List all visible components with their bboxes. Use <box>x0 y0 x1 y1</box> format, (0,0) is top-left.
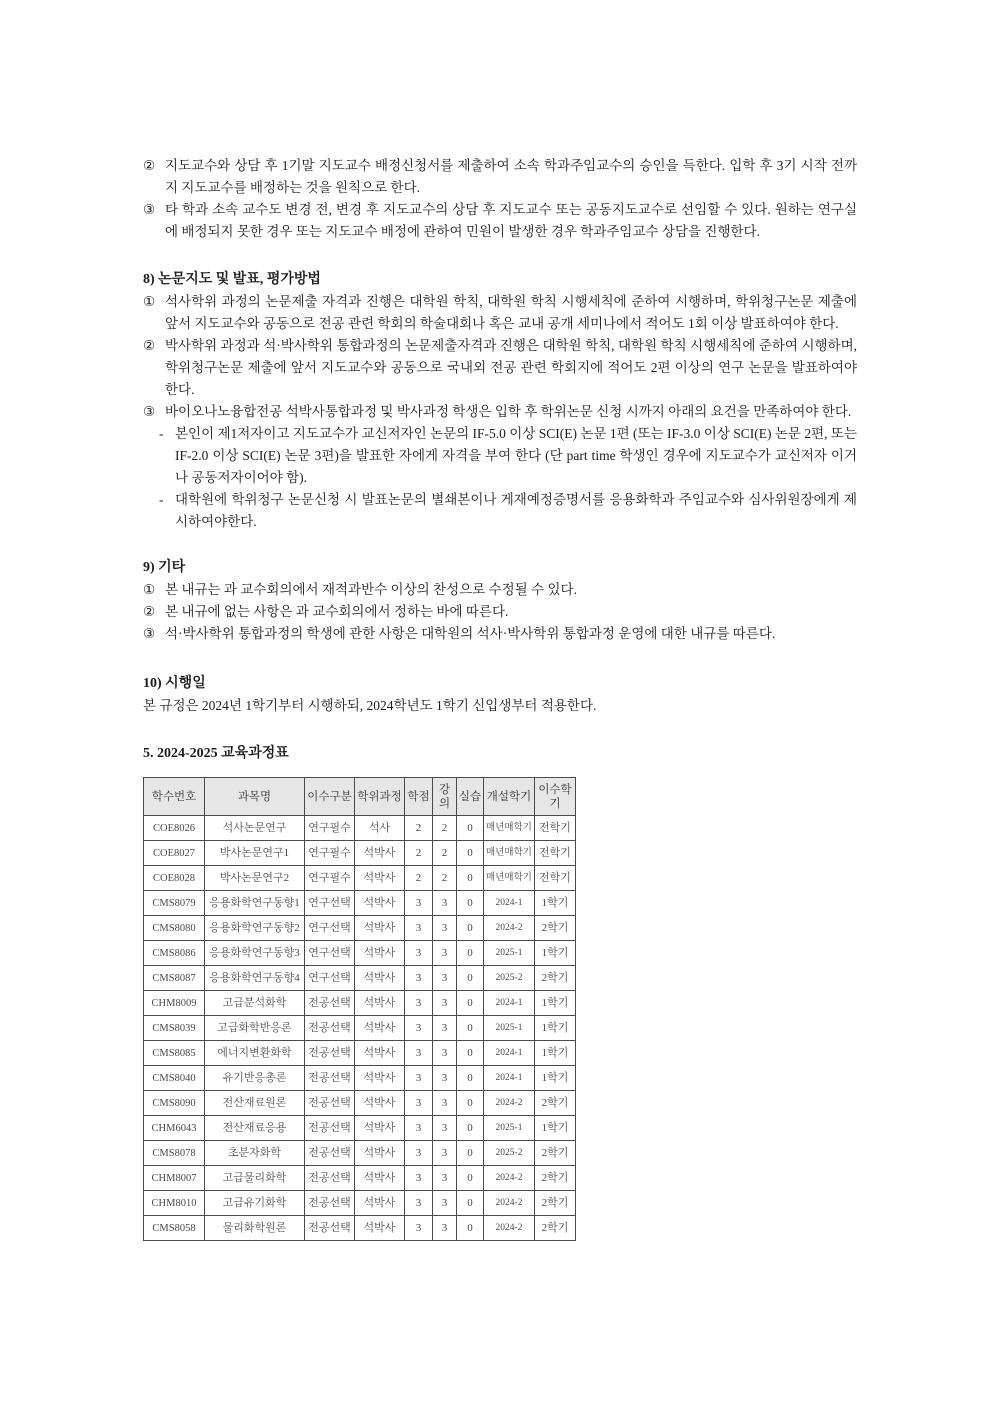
table-cell: 2학기 <box>535 1216 576 1241</box>
table-cell: 0 <box>457 966 484 991</box>
table-cell: 2024-2 <box>484 1091 535 1116</box>
section-9-title: 9) 기타 <box>143 560 186 575</box>
column-header: 실습 <box>457 778 484 816</box>
table-cell: 응용화학연구동향3 <box>205 941 305 966</box>
table-cell: 전공선택 <box>305 1066 355 1091</box>
item-text: 석사학위 과정의 논문제출 자격과 진행은 대학원 학칙, 대학원 학칙 시행세칙에 준하여 시행하며, 학위청구논문 제출에 앞서 지도교수와 공동으로 전공 관련 학회의 학술대회나 혹은 교내 공개 세미나에서 적어도 1회 이상 발표하여야 한다. <box>165 294 857 331</box>
table-cell: 2024-1 <box>484 1066 535 1091</box>
section-10-paragraph: 본 규정은 2024년 1학기부터 시행하되, 2024학년도 1학기 신입생부터 적용한다. <box>143 698 597 713</box>
table-cell: COE8027 <box>144 841 205 866</box>
table-cell: 석사논문연구 <box>205 816 305 841</box>
item-text: 본인이 제1저자이고 지도교수가 교신저자인 논문의 IF-5.0 이상 SCI(E) 논문 1편 (또는 IF-3.0 이상 SCI(E) 논문 2편, 또는 IF-2.0 이상 SCI(E) 논문 3편)을 발표한 자에게 자격을 부여 한다 (단 part time 학생인 경우에 지도교수가 교신저자 이거나 공동저자이어야 함). <box>175 426 857 485</box>
column-header: 강의 <box>433 778 457 816</box>
table-cell: 1학기 <box>535 941 576 966</box>
table-cell: 2학기 <box>535 1166 576 1191</box>
curriculum-table-title: 5. 2024-2025 교육과정표 <box>143 746 289 761</box>
dash-marker: - <box>159 492 164 507</box>
table-cell: 석박사 <box>355 866 405 891</box>
table-cell: 2024-2 <box>484 916 535 941</box>
table-cell: 3 <box>433 1066 457 1091</box>
table-cell: 2 <box>405 841 433 866</box>
table-cell: CHM8007 <box>144 1166 205 1191</box>
table-cell: 고급분석화학 <box>205 991 305 1016</box>
table-cell: 2025-2 <box>484 966 535 991</box>
table-cell: 2 <box>405 866 433 891</box>
course-table-body <box>144 816 576 1241</box>
table-cell: 3 <box>405 1141 433 1166</box>
table-cell: 3 <box>405 941 433 966</box>
table-cell: 2024-2 <box>484 1166 535 1191</box>
table-cell: 3 <box>405 1216 433 1241</box>
table-cell: 박사논문연구1 <box>205 841 305 866</box>
table-cell: 초분자화학 <box>205 1141 305 1166</box>
table-cell: 2학기 <box>535 966 576 991</box>
table-cell: 3 <box>405 1191 433 1216</box>
table-row <box>144 966 576 991</box>
section-9-item-3 <box>143 623 857 645</box>
column-header: 개설학기 <box>484 778 535 816</box>
table-cell: 전공선택 <box>305 1116 355 1141</box>
table-cell: 0 <box>457 1116 484 1141</box>
table-cell: 석박사 <box>355 1016 405 1041</box>
table-cell: 물리화학원론 <box>205 1216 305 1241</box>
table-cell: 연구선택 <box>305 966 355 991</box>
table-cell: 석박사 <box>355 1141 405 1166</box>
table-cell: 0 <box>457 1166 484 1191</box>
table-row <box>144 1166 576 1191</box>
table-cell: 1학기 <box>535 891 576 916</box>
table-cell: 연구선택 <box>305 891 355 916</box>
item-text: 본 내규에 없는 사항은 과 교수회의에서 정하는 바에 따른다. <box>165 604 509 619</box>
table-cell: 2024-1 <box>484 891 535 916</box>
header-row <box>144 778 576 816</box>
column-header: 학수번호 <box>144 778 205 816</box>
table-cell: 3 <box>433 1016 457 1041</box>
table-cell: 3 <box>405 1166 433 1191</box>
table-cell: 석사 <box>355 816 405 841</box>
table-cell: 석박사 <box>355 1041 405 1066</box>
table-cell: 전공선택 <box>305 1141 355 1166</box>
table-cell: 석박사 <box>355 1091 405 1116</box>
table-cell: 0 <box>457 1041 484 1066</box>
table-cell: CMS8085 <box>144 1041 205 1066</box>
table-cell: 연구필수 <box>305 816 355 841</box>
column-header: 학위과정 <box>355 778 405 816</box>
course-table-head <box>144 778 576 816</box>
table-row <box>144 1041 576 1066</box>
table-row <box>144 1066 576 1091</box>
table-cell: 3 <box>433 1041 457 1066</box>
column-header: 이수구분 <box>305 778 355 816</box>
table-cell: 3 <box>405 891 433 916</box>
table-cell: 3 <box>405 966 433 991</box>
item-marker: ③ <box>143 404 156 419</box>
table-cell: 석박사 <box>355 941 405 966</box>
list-item-advisor-2 <box>143 155 857 199</box>
table-cell: 2025-1 <box>484 1016 535 1041</box>
item-marker: ③ <box>143 202 156 217</box>
table-cell: 0 <box>457 941 484 966</box>
section-8-subitem-2 <box>159 489 857 533</box>
table-cell: CMS8090 <box>144 1091 205 1116</box>
table-row <box>144 916 576 941</box>
table-cell: 2 <box>405 816 433 841</box>
item-marker: ② <box>143 158 156 173</box>
item-marker: ① <box>143 294 156 309</box>
course-table <box>143 777 576 1241</box>
table-row <box>144 841 576 866</box>
table-cell: 3 <box>433 1141 457 1166</box>
table-cell: 석박사 <box>355 1166 405 1191</box>
table-cell: 응용화학연구동향1 <box>205 891 305 916</box>
table-cell: 연구선택 <box>305 941 355 966</box>
table-row <box>144 1116 576 1141</box>
table-row <box>144 866 576 891</box>
table-cell: 3 <box>433 1091 457 1116</box>
table-cell: 3 <box>405 1016 433 1041</box>
table-cell: 3 <box>405 1041 433 1066</box>
table-cell: CMS8078 <box>144 1141 205 1166</box>
item-text: 본 내규는 과 교수회의에서 재적과반수 이상의 찬성으로 수정될 수 있다. <box>165 582 577 597</box>
table-row <box>144 991 576 1016</box>
table-cell: 박사논문연구2 <box>205 866 305 891</box>
table-cell: 전산재료응용 <box>205 1116 305 1141</box>
table-cell: 1학기 <box>535 1116 576 1141</box>
table-cell: 연구선택 <box>305 916 355 941</box>
table-cell: 0 <box>457 991 484 1016</box>
table-cell: 2024-1 <box>484 991 535 1016</box>
section-8-title: 8) 논문지도 및 발표, 평가방법 <box>143 272 321 287</box>
table-cell: 2학기 <box>535 916 576 941</box>
table-cell: CMS8086 <box>144 941 205 966</box>
table-cell: 석박사 <box>355 1116 405 1141</box>
item-marker: ② <box>143 338 156 353</box>
table-cell: 고급물리화학 <box>205 1166 305 1191</box>
table-cell: 전공선택 <box>305 1191 355 1216</box>
table-row <box>144 816 576 841</box>
item-marker: ③ <box>143 626 156 641</box>
section-8-subitem-1 <box>159 423 857 489</box>
table-row <box>144 1091 576 1116</box>
table-cell: 전산재료원론 <box>205 1091 305 1116</box>
table-cell: 전공선택 <box>305 1216 355 1241</box>
table-cell: 2024-2 <box>484 1191 535 1216</box>
table-cell: 1학기 <box>535 1016 576 1041</box>
table-cell: 0 <box>457 816 484 841</box>
table-cell: 2025-1 <box>484 941 535 966</box>
table-cell: 석박사 <box>355 1216 405 1241</box>
table-cell: 0 <box>457 916 484 941</box>
table-cell: 3 <box>433 966 457 991</box>
item-text: 박사학위 과정과 석·박사학위 통합과정의 논문제출자격과 진행은 대학원 학칙, 대학원 학칙 시행세칙에 준하여 시행하며, 학위청구논문 제출에 앞서 지도교수와 공동으로 국내외 전공 관련 학회지에 적어도 2편 이상의 연구 논문을 발표하여야 한다. <box>165 338 857 397</box>
section-8-item-2 <box>143 335 857 401</box>
table-cell: 응용화학연구동향2 <box>205 916 305 941</box>
table-cell: 유기반응총론 <box>205 1066 305 1091</box>
item-text: 석·박사학위 통합과정의 학생에 관한 사항은 대학원의 석사·박사학위 통합과정 운영에 대한 내규를 따른다. <box>165 626 776 641</box>
section-9-item-2 <box>143 601 857 623</box>
table-cell: CMS8079 <box>144 891 205 916</box>
table-cell: 매년매학기 <box>484 841 535 866</box>
item-marker: ② <box>143 604 156 619</box>
table-cell: 1학기 <box>535 1066 576 1091</box>
table-cell: 전학기 <box>535 866 576 891</box>
table-cell: 석박사 <box>355 916 405 941</box>
table-cell: 3 <box>405 1116 433 1141</box>
table-cell: 0 <box>457 866 484 891</box>
table-row <box>144 1216 576 1241</box>
table-cell: 연구필수 <box>305 866 355 891</box>
table-cell: 전공선택 <box>305 991 355 1016</box>
table-cell: 고급화학반응론 <box>205 1016 305 1041</box>
table-cell: 0 <box>457 1216 484 1241</box>
section-8-item-3 <box>143 401 857 423</box>
table-cell: 3 <box>433 1116 457 1141</box>
table-cell: CMS8080 <box>144 916 205 941</box>
item-marker: ① <box>143 582 156 597</box>
table-row <box>144 1141 576 1166</box>
column-header: 학점 <box>405 778 433 816</box>
table-cell: 전공선택 <box>305 1041 355 1066</box>
table-cell: 3 <box>405 1091 433 1116</box>
table-cell: 2 <box>433 816 457 841</box>
table-cell: CMS8087 <box>144 966 205 991</box>
table-cell: 매년매학기 <box>484 866 535 891</box>
table-cell: 3 <box>433 891 457 916</box>
section-8-item-1 <box>143 291 857 335</box>
table-cell: 1학기 <box>535 991 576 1016</box>
table-cell: 석박사 <box>355 1191 405 1216</box>
table-cell: 3 <box>433 991 457 1016</box>
list-item-advisor-3 <box>143 199 857 243</box>
table-cell: 0 <box>457 1016 484 1041</box>
table-cell: 0 <box>457 1091 484 1116</box>
table-cell: 전학기 <box>535 841 576 866</box>
table-cell: 0 <box>457 1191 484 1216</box>
table-cell: 3 <box>433 1216 457 1241</box>
table-cell: 2 <box>433 841 457 866</box>
table-cell: 연구필수 <box>305 841 355 866</box>
table-cell: 0 <box>457 891 484 916</box>
section-10-title: 10) 시행일 <box>143 676 206 691</box>
table-cell: 전공선택 <box>305 1166 355 1191</box>
table-cell: COE8028 <box>144 866 205 891</box>
table-cell: CMS8039 <box>144 1016 205 1041</box>
table-cell: 2025-2 <box>484 1141 535 1166</box>
table-cell: COE8026 <box>144 816 205 841</box>
table-cell: CHM8010 <box>144 1191 205 1216</box>
item-text: 대학원에 학위청구 논문신청 시 발표논문의 별쇄본이나 게재예정증명서를 응용화학과 주임교수와 심사위원장에게 제시하여야한다. <box>175 492 857 529</box>
table-cell: 석박사 <box>355 891 405 916</box>
table-row <box>144 941 576 966</box>
table-cell: 2 <box>433 866 457 891</box>
table-cell: 응용화학연구동향4 <box>205 966 305 991</box>
column-header: 이수학기 <box>535 778 576 816</box>
table-cell: 2학기 <box>535 1191 576 1216</box>
table-cell: 고급유기화학 <box>205 1191 305 1216</box>
table-cell: 3 <box>433 1166 457 1191</box>
table-cell: 2학기 <box>535 1091 576 1116</box>
table-cell: 전공선택 <box>305 1016 355 1041</box>
item-text: 지도교수와 상담 후 1기말 지도교수 배정신청서를 제출하여 소속 학과주임교수의 승인을 득한다. 입학 후 3기 시작 전까지 지도교수를 배정하는 것을 원칙으로 한다. <box>165 158 857 195</box>
table-cell: 석박사 <box>355 1066 405 1091</box>
table-cell: 1학기 <box>535 1041 576 1066</box>
table-row <box>144 1016 576 1041</box>
section-9-item-1 <box>143 579 857 601</box>
table-cell: 석박사 <box>355 991 405 1016</box>
table-cell: 3 <box>433 941 457 966</box>
table-cell: 2024-1 <box>484 1041 535 1066</box>
table-cell: 석박사 <box>355 841 405 866</box>
table-cell: 매년매학기 <box>484 816 535 841</box>
table-cell: 0 <box>457 841 484 866</box>
column-header: 과목명 <box>205 778 305 816</box>
table-cell: 0 <box>457 1141 484 1166</box>
dash-marker: - <box>159 426 164 441</box>
table-cell: 3 <box>405 916 433 941</box>
table-cell: 에너지변환화학 <box>205 1041 305 1066</box>
table-cell: 2학기 <box>535 1141 576 1166</box>
table-row <box>144 891 576 916</box>
table-cell: 2024-2 <box>484 1216 535 1241</box>
table-cell: CMS8058 <box>144 1216 205 1241</box>
table-cell: 3 <box>405 991 433 1016</box>
table-cell: 3 <box>433 1191 457 1216</box>
table-cell: 전공선택 <box>305 1091 355 1116</box>
table-cell: 석박사 <box>355 966 405 991</box>
item-text: 바이오나노융합전공 석박사통합과정 및 박사과정 학생은 입학 후 학위논문 신청 시까지 아래의 요건을 만족하여야 한다. <box>165 404 852 419</box>
table-cell: 3 <box>405 1066 433 1091</box>
table-row <box>144 1191 576 1216</box>
section-8-subitems <box>143 423 857 533</box>
item-text: 타 학과 소속 교수도 변경 전, 변경 후 지도교수의 상담 후 지도교수 또는 공동지도교수로 선임할 수 있다. 원하는 연구실에 배정되지 못한 경우 또는 지도교수 배정에 관하여 민원이 발생한 경우 학과주임교수 상담을 진행한다. <box>165 202 857 239</box>
table-cell: CHM6043 <box>144 1116 205 1141</box>
table-cell: 2025-1 <box>484 1116 535 1141</box>
table-cell: 3 <box>433 916 457 941</box>
table-cell: 전학기 <box>535 816 576 841</box>
table-cell: 0 <box>457 1066 484 1091</box>
table-cell: CHM8009 <box>144 991 205 1016</box>
table-cell: CMS8040 <box>144 1066 205 1091</box>
